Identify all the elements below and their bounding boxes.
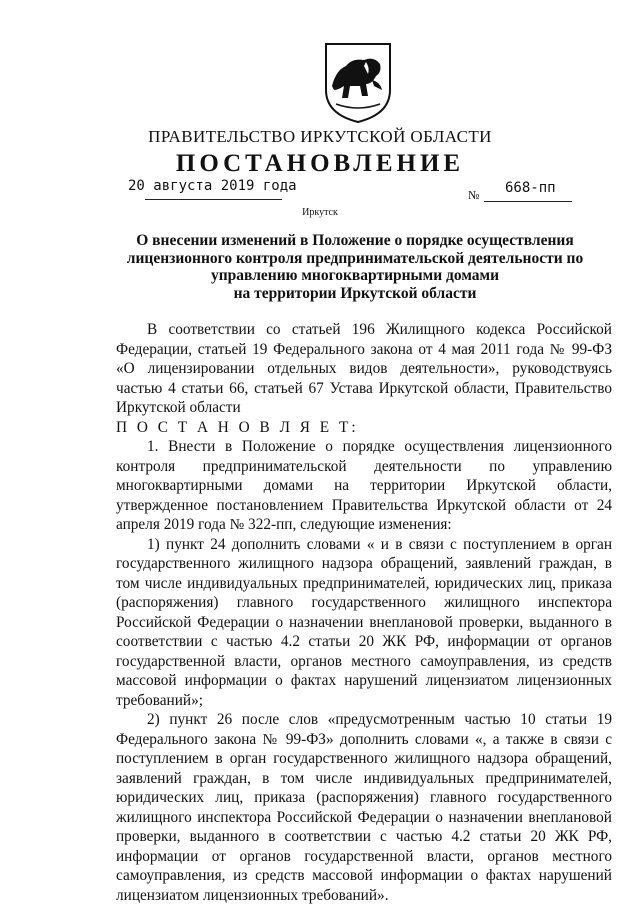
- body-paragraph: 1. Внести в Положение о порядке осуществления лицензионного контроля предпринимательской деятельности по управлению многоквартирными домами на территории Иркутской области, утвержденное постановлением Правительства Иркутской области от 24 апреля 2019 года № 322-пп, следующие изменения:: [116, 438, 612, 533]
- title-line: О внесении изменений в Положение о порядке осуществления: [136, 232, 574, 249]
- document-type: ПОСТАНОВЛЕНИЕ: [175, 150, 465, 177]
- document-number: 668-пп: [505, 180, 556, 196]
- document-body: [116, 320, 612, 905]
- title-line: лицензионного контроля предпринимательской деятельности по: [126, 249, 584, 267]
- irkutsk-coat-of-arms-icon: [322, 40, 394, 124]
- body-paragraph: 2) пункт 26 после слов «предусмотренным частью 10 статьи 19 Федерального закона № 99-ФЗ» дополнить словами «, а также в связи с поступлением в орган государственного жилищного надзора обращений, заявлений граждан, в том числе индивидуальных предпринимателей, юридических лиц, приказа (распоряжения) главного государственного жилищного инспектора Российской Федерации о назначении внеплановой проверки, выданного в соответствии с частью 4.2 статьи 20 ЖК РФ, информации от органов государственной власти, органов местного самоуправления, из средств массовой информации о фактах нарушений лицензиатом лицензионных требований».: [116, 711, 612, 904]
- title-line: управлению многоквартирными домами: [210, 267, 500, 284]
- government-name: ПРАВИТЕЛЬСТВО ИРКУТСКОЙ ОБЛАСТИ: [148, 127, 492, 146]
- number-label: №: [468, 188, 480, 202]
- document-date: 20 августа 2019 года: [128, 178, 297, 194]
- preamble-paragraph: В соответствии со статьей 196 Жилищного кодекса Российской Федерации, статьей 19 Федерального закона от 4 мая 2011 года № 99-ФЗ «О лицензировании отдельных видов деятельности», руководствуясь частью 4 статьи 66, статьей 67 Устава Иркутской области, Правительство Иркутской области: [116, 321, 612, 416]
- date-underline: [145, 199, 282, 200]
- number-underline: [484, 201, 572, 202]
- city-name: Иркутск: [302, 207, 338, 218]
- body-paragraph: 1) пункт 24 дополнить словами « и в связи с поступлением в орган государственного жилищного надзора обращений, заявлений граждан, в том числе индивидуальных предпринимателей, юридических лиц, приказа (распоряжения) главного государственного жилищного инспектора Российской Федерации о назначении внеплановой проверки, выданного в соответствии с частью 4.2 статьи 20 ЖК РФ, информации от органов государственной власти, органов местного самоуправления, из средств массовой информации о фактах нарушений лицензиатом лицензионных требований»;: [116, 535, 612, 709]
- title-line: на территории Иркутской области: [233, 284, 477, 302]
- decree-word: П О С Т А Н О В Л Я Е Т:: [116, 418, 359, 436]
- document-title: [115, 232, 595, 302]
